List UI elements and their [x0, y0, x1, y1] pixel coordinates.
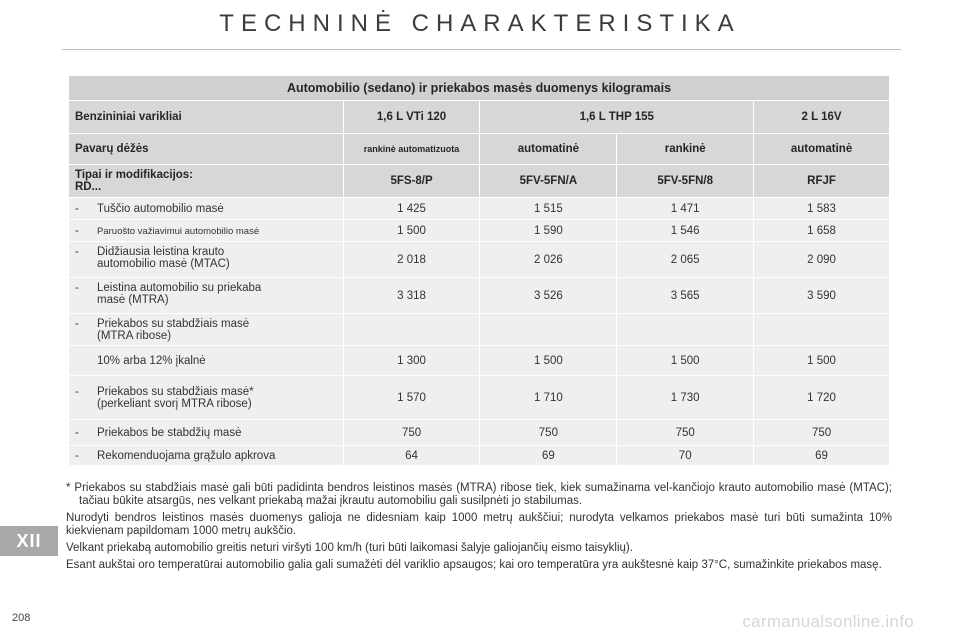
row-value: 3 565 [617, 278, 754, 314]
row-value: 2 026 [480, 242, 617, 278]
row-label: - Tuščio automobilio masė [69, 198, 344, 220]
table-row [69, 198, 890, 220]
note-altitude: Nurodyti bendros leistinos masės duomenys galioja ne didesniam kaip 1000 metrų aukščiui; nurodyta velkamos priekabos masė turi būti sumažinta 10% kiekvienam papildomam 1000 metrų aukščio. [66, 512, 892, 537]
row-label: - Priekabos su stabdžiais masė (MTRA ribose) [69, 314, 344, 346]
row-value: 750 [480, 420, 617, 446]
type-2: 5FV-5FN/A [480, 165, 617, 198]
row-value: 2 090 [754, 242, 890, 278]
type-1: 5FS-8/P [343, 165, 480, 198]
row-value: 1 471 [617, 198, 754, 220]
types-label-line1: Tipai ir modifikacijos: [75, 169, 194, 181]
table-caption-row [69, 76, 890, 101]
row-value: 750 [343, 420, 480, 446]
row-value: 2 018 [343, 242, 480, 278]
row-value: 1 658 [754, 220, 890, 242]
table-row [69, 278, 890, 314]
row-value: 3 526 [480, 278, 617, 314]
row-value: 750 [617, 420, 754, 446]
row-value: 1 590 [480, 220, 617, 242]
row-value: 1 500 [480, 346, 617, 376]
row-value: 1 710 [480, 376, 617, 420]
gearbox-row [69, 134, 890, 165]
type-4: RFJF [754, 165, 890, 198]
engine-1: 1,6 L VTi 120 [343, 101, 480, 134]
row-value: 69 [480, 446, 617, 466]
gearbox-label: Pavarų dėžės [69, 134, 344, 165]
row-label: - Rekomenduojama grąžulo apkrova [69, 446, 344, 466]
row-value: 69 [754, 446, 890, 466]
table-row [69, 220, 890, 242]
row-value: 1 500 [343, 220, 480, 242]
notes-section [66, 482, 892, 576]
row-value: 3 318 [343, 278, 480, 314]
row-value: 1 425 [343, 198, 480, 220]
table-caption: Automobilio (sedano) ir priekabos masės duomenys kilogramais [69, 76, 890, 101]
row-value: 70 [617, 446, 754, 466]
page-number: 208 [12, 612, 31, 624]
table-row [69, 446, 890, 466]
note-temperature: Esant aukštai oro temperatūrai automobilio galia gali sumažėti dėl variklio apsaugos; kai oro temperatūra yra aukštesnė kaip 37°C, sumažinkite priekabos masę. [66, 559, 882, 571]
types-label [69, 165, 344, 198]
footnote: * Priekabos su stabdžiais masė gali būti padidinta bendros leistinos masės (MTRA) ribose tiek, kiek sumažinama vel-kančiojo krauto automobilio masė (MTAC); tačiau būkite atsargūs, nes velkant priekabą mažai įkrautu automobiliu gali susilpnėti jo stabilumas. [66, 482, 892, 507]
title-divider [62, 49, 901, 50]
engine-2: 1,6 L THP 155 [480, 101, 754, 134]
row-value: 1 500 [754, 346, 890, 376]
row-value: 750 [754, 420, 890, 446]
table-row [69, 242, 890, 278]
gearbox-4: automatinė [754, 134, 890, 165]
table-row [69, 376, 890, 420]
engines-row [69, 101, 890, 134]
row-label: - Priekabos su stabdžiais masė* (perkeliant svorį MTRA ribose) [69, 376, 344, 420]
table-row [69, 346, 890, 376]
chapter-tab: XII [0, 526, 58, 556]
types-row [69, 165, 890, 198]
note-speed: Velkant priekabą automobilio greitis neturi viršyti 100 km/h (turi būti laikomasi šalyje galiojančių eismo taisyklių). [66, 542, 633, 554]
row-label: - Paruošto važiavimui automobilio masė [69, 220, 344, 242]
table-row [69, 314, 890, 346]
row-label: - Leistina automobilio su priekaba masė (MTRA) [69, 278, 344, 314]
watermark: carmanualsonline.info [742, 612, 914, 631]
engine-3: 2 L 16V [754, 101, 890, 134]
mass-spec-table [68, 75, 890, 466]
engines-label: Benzininiai varikliai [69, 101, 344, 134]
gearbox-2: automatinė [480, 134, 617, 165]
row-value: 1 583 [754, 198, 890, 220]
row-value: 1 500 [617, 346, 754, 376]
row-value: 3 590 [754, 278, 890, 314]
row-value: 1 515 [480, 198, 617, 220]
page-title: TECHNINĖ CHARAKTERISTIKA [219, 10, 741, 37]
types-label-line2: RD... [75, 181, 102, 193]
row-value: 1 300 [343, 346, 480, 376]
row-value: 1 730 [617, 376, 754, 420]
row-value: 1 570 [343, 376, 480, 420]
row-label: - Priekabos be stabdžių masė [69, 420, 344, 446]
row-value: 64 [343, 446, 480, 466]
row-label: 10% arba 12% įkalnė [69, 346, 344, 376]
gearbox-1: rankinė automatizuota [343, 134, 480, 165]
type-3: 5FV-5FN/8 [617, 165, 754, 198]
gearbox-3: rankinė [617, 134, 754, 165]
row-value: 1 720 [754, 376, 890, 420]
row-value: 2 065 [617, 242, 754, 278]
table-row [69, 420, 890, 446]
row-value: 1 546 [617, 220, 754, 242]
row-label: - Didžiausia leistina krauto automobilio masė (MTAC) [69, 242, 344, 278]
